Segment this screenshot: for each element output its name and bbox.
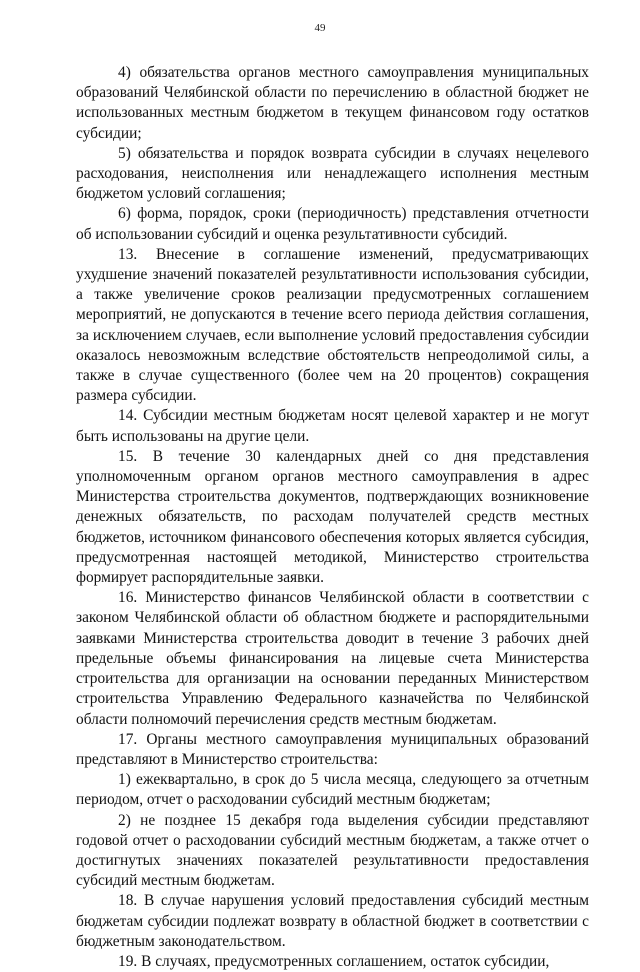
- paragraph-item-4: 4) обязательства органов местного самоуправления муниципальных образований Челябинской области по перечислению в областной бюджет не использованных местным бюджетом в текущем финансовом году остатков субсидии;: [76, 64, 589, 142]
- paragraph-17-item-1: 1) ежеквартально, в срок до 5 числа месяца, следующего за отчетным периодом, отчет о расходовании субсидий местным бюджетам;: [76, 771, 589, 809]
- paragraph-item-5: 5) обязательства и порядок возврата субсидии в случаях нецелевого расходования, неисполнения или ненадлежащего исполнения местным бюджетом условий соглашения;: [76, 144, 589, 203]
- paragraph-14: 14. Субсидии местным бюджетам носят целевой характер и не могут быть использованы на другие цели.: [76, 407, 589, 445]
- paragraph-13: 13. Внесение в соглашение изменений, предусматривающих ухудшение значений показателей результативности использования субсидии, а также увеличение сроков реализации предусмотренных соглашением мероприятий, не допускаются в течение всего периода действия соглашения, за исключением случаев, если выполнение условий предоставления субсидии оказалось невозможным вследствие обстоятельств непреодолимой силы, а также в случае существенного (более чем на 20 процентов) сокращения размера субсидии.: [76, 245, 589, 405]
- paragraph-16: 16. Министерство финансов Челябинской области в соответствии с законом Челябинской области об областном бюджете и распорядительными заявками Министерства строительства доводит в течение 3 рабочих дней предельные объемы финансирования на лицевые счета Министерства строительства для организации на основании переданных Министерством строительства Управлению Федерального казначейства по Челябинской области полномочий перечисления средств местным бюджетам.: [76, 589, 589, 728]
- paragraph-18: 18. В случае нарушения условий предоставления субсидий местным бюджетам субсидии подлежат возврату в областной бюджет в соответствии с бюджетным законодательством.: [76, 892, 589, 950]
- paragraph-17: 17. Органы местного самоуправления муниципальных образований представляют в Министерство строительства:: [76, 730, 589, 768]
- paragraph-item-6: 6) форма, порядок, сроки (периодичность) представления отчетности об использовании субсидий и оценка результативности субсидий.: [76, 205, 589, 243]
- paragraph-17-item-2: 2) не позднее 15 декабря года выделения субсидии представляют годовой отчет о расходовании субсидий местным бюджетам, а также отчет о достигнутых значениях показателей результативности предоставления субсидий местным бюджетам.: [76, 811, 589, 890]
- page-number: 49: [314, 22, 326, 34]
- paragraph-19: 19. В случаях, предусмотренных соглашением, остаток субсидии,: [118, 952, 550, 970]
- paragraph-15: 15. В течение 30 календарных дней со дня представления уполномоченным органом органов местного самоуправления в адрес Министерства строительства документов, подтверждающих возникновение денежных обязательств, по расходам получателей средств местных бюджетов, источником финансового обеспечения которых является субсидия, предусмотренная настоящей методикой, Министерство строительства формирует распорядительные заявки.: [76, 447, 589, 587]
- document-body: [76, 63, 589, 972]
